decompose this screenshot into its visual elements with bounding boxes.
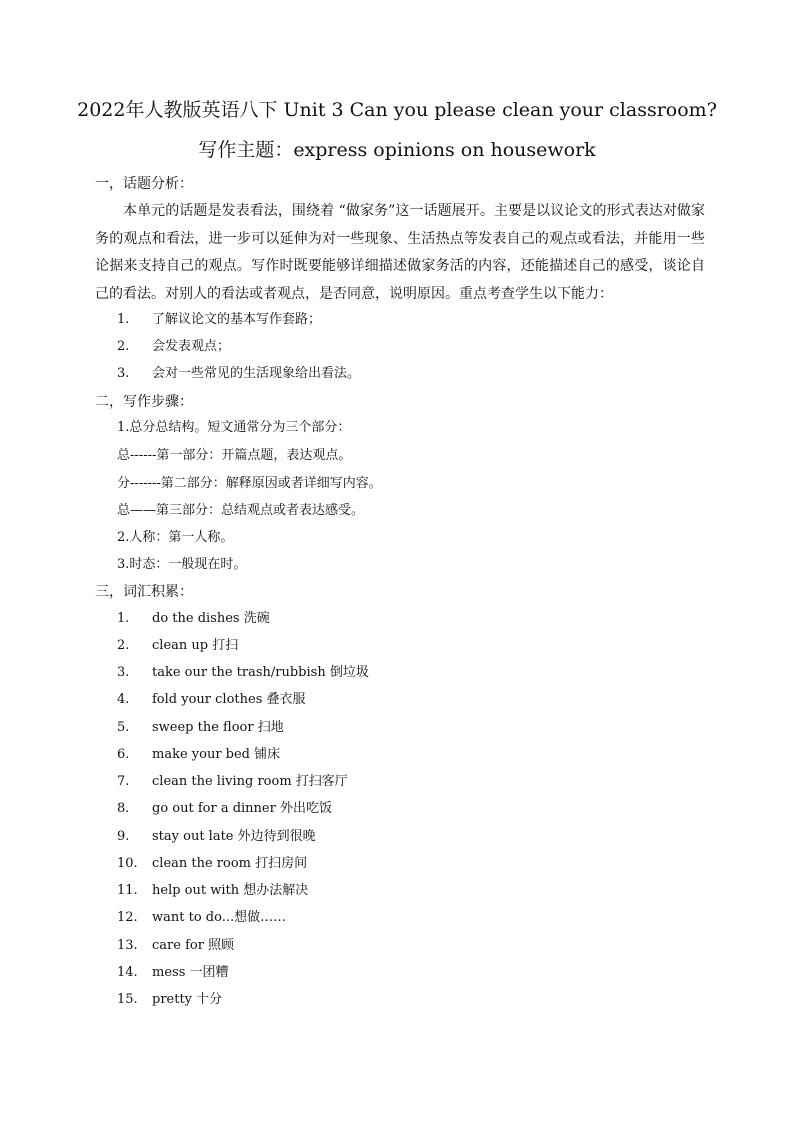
section-heading-writing-steps: 二，写作步骤：	[95, 394, 193, 410]
vocab-number: 4.	[117, 692, 130, 707]
writing-step-line: 1.总分总结构。短文通常分为三个部分：	[117, 420, 351, 435]
vocab-item: want to do...想做……	[152, 910, 287, 925]
vocab-number: 8.	[117, 801, 130, 816]
document-title: 2022年人教版英语八下 Unit 3 Can you please clean your classroom?	[77, 99, 717, 121]
writing-step-line: 3.时态：一般现在时。	[117, 557, 247, 572]
vocab-number: 1.	[117, 611, 130, 626]
vocab-number: 14.	[117, 965, 138, 980]
vocab-item: clean the living room 打扫客厅	[152, 774, 348, 789]
vocab-item: go out for a dinner 外出吃饭	[152, 801, 332, 816]
vocab-number: 12.	[117, 910, 138, 925]
section-heading-topic-analysis: 一，话题分析：	[95, 176, 193, 192]
list-item-number: 3.	[117, 366, 130, 381]
section-heading-vocabulary: 三，词汇积累：	[95, 584, 193, 600]
writing-step-line: 总——第三部分：总结观点或者表达感受。	[117, 503, 365, 518]
writing-step-line: 分-------第二部分：解释原因或者详细写内容。	[117, 476, 382, 491]
list-item-number: 2.	[117, 339, 130, 354]
topic-analysis-paragraph: 本单元的话题是发表看法，围绕着 “做家务”这一话题展开。主要是以议论文的形式表达对做家务的观点和看法，进一步可以延伸为对一些现象、生活热点等发表自己的观点或看法，并能用一些论据来支持自己的观点。写作时既要能够详细描述做家务活的内容，还能描述自己的感受，谈论自己的看法。对别人的看法或者观点，是否同意，说明原因。重点考查学生以下能力：	[95, 203, 705, 302]
writing-step-line: 总------第一部分：开篇点题，表达观点。	[117, 448, 352, 463]
list-item: 了解议论文的基本写作套路；	[152, 312, 322, 327]
vocab-item: clean up 打扫	[152, 638, 239, 653]
list-item-number: 1.	[117, 312, 130, 327]
vocab-item: make your bed 铺床	[152, 747, 281, 762]
document-subtitle: 写作主题：express opinions on housework	[198, 139, 596, 161]
vocab-number: 3.	[117, 665, 130, 680]
vocab-item: mess 一团糟	[152, 965, 229, 980]
vocab-number: 6.	[117, 747, 130, 762]
list-item: 会发表观点；	[152, 339, 231, 354]
vocab-item: pretty 十分	[152, 992, 223, 1007]
vocab-number: 2.	[117, 638, 130, 653]
vocab-item: fold your clothes 叠衣服	[152, 692, 306, 707]
vocab-number: 5.	[117, 720, 130, 735]
vocab-number: 13.	[117, 938, 138, 953]
vocab-item: care for 照顾	[152, 938, 235, 953]
vocab-number: 10.	[117, 856, 138, 871]
vocab-number: 9.	[117, 829, 130, 844]
vocab-number: 15.	[117, 992, 138, 1007]
list-item: 会对一些常见的生活现象给出看法。	[152, 366, 361, 381]
vocab-number: 7.	[117, 774, 130, 789]
writing-step-line: 2.人称：第一人称。	[117, 530, 234, 545]
vocab-item: clean the room 打扫房间	[152, 856, 308, 871]
vocab-number: 11.	[117, 883, 138, 898]
vocab-item: help out with 想办法解决	[152, 883, 309, 898]
vocab-item: stay out late 外边待到很晚	[152, 829, 316, 844]
vocab-item: take our the trash/rubbish 倒垃圾	[152, 665, 369, 680]
vocab-item: sweep the floor 扫地	[152, 720, 284, 735]
vocab-item: do the dishes 洗碗	[152, 611, 270, 626]
